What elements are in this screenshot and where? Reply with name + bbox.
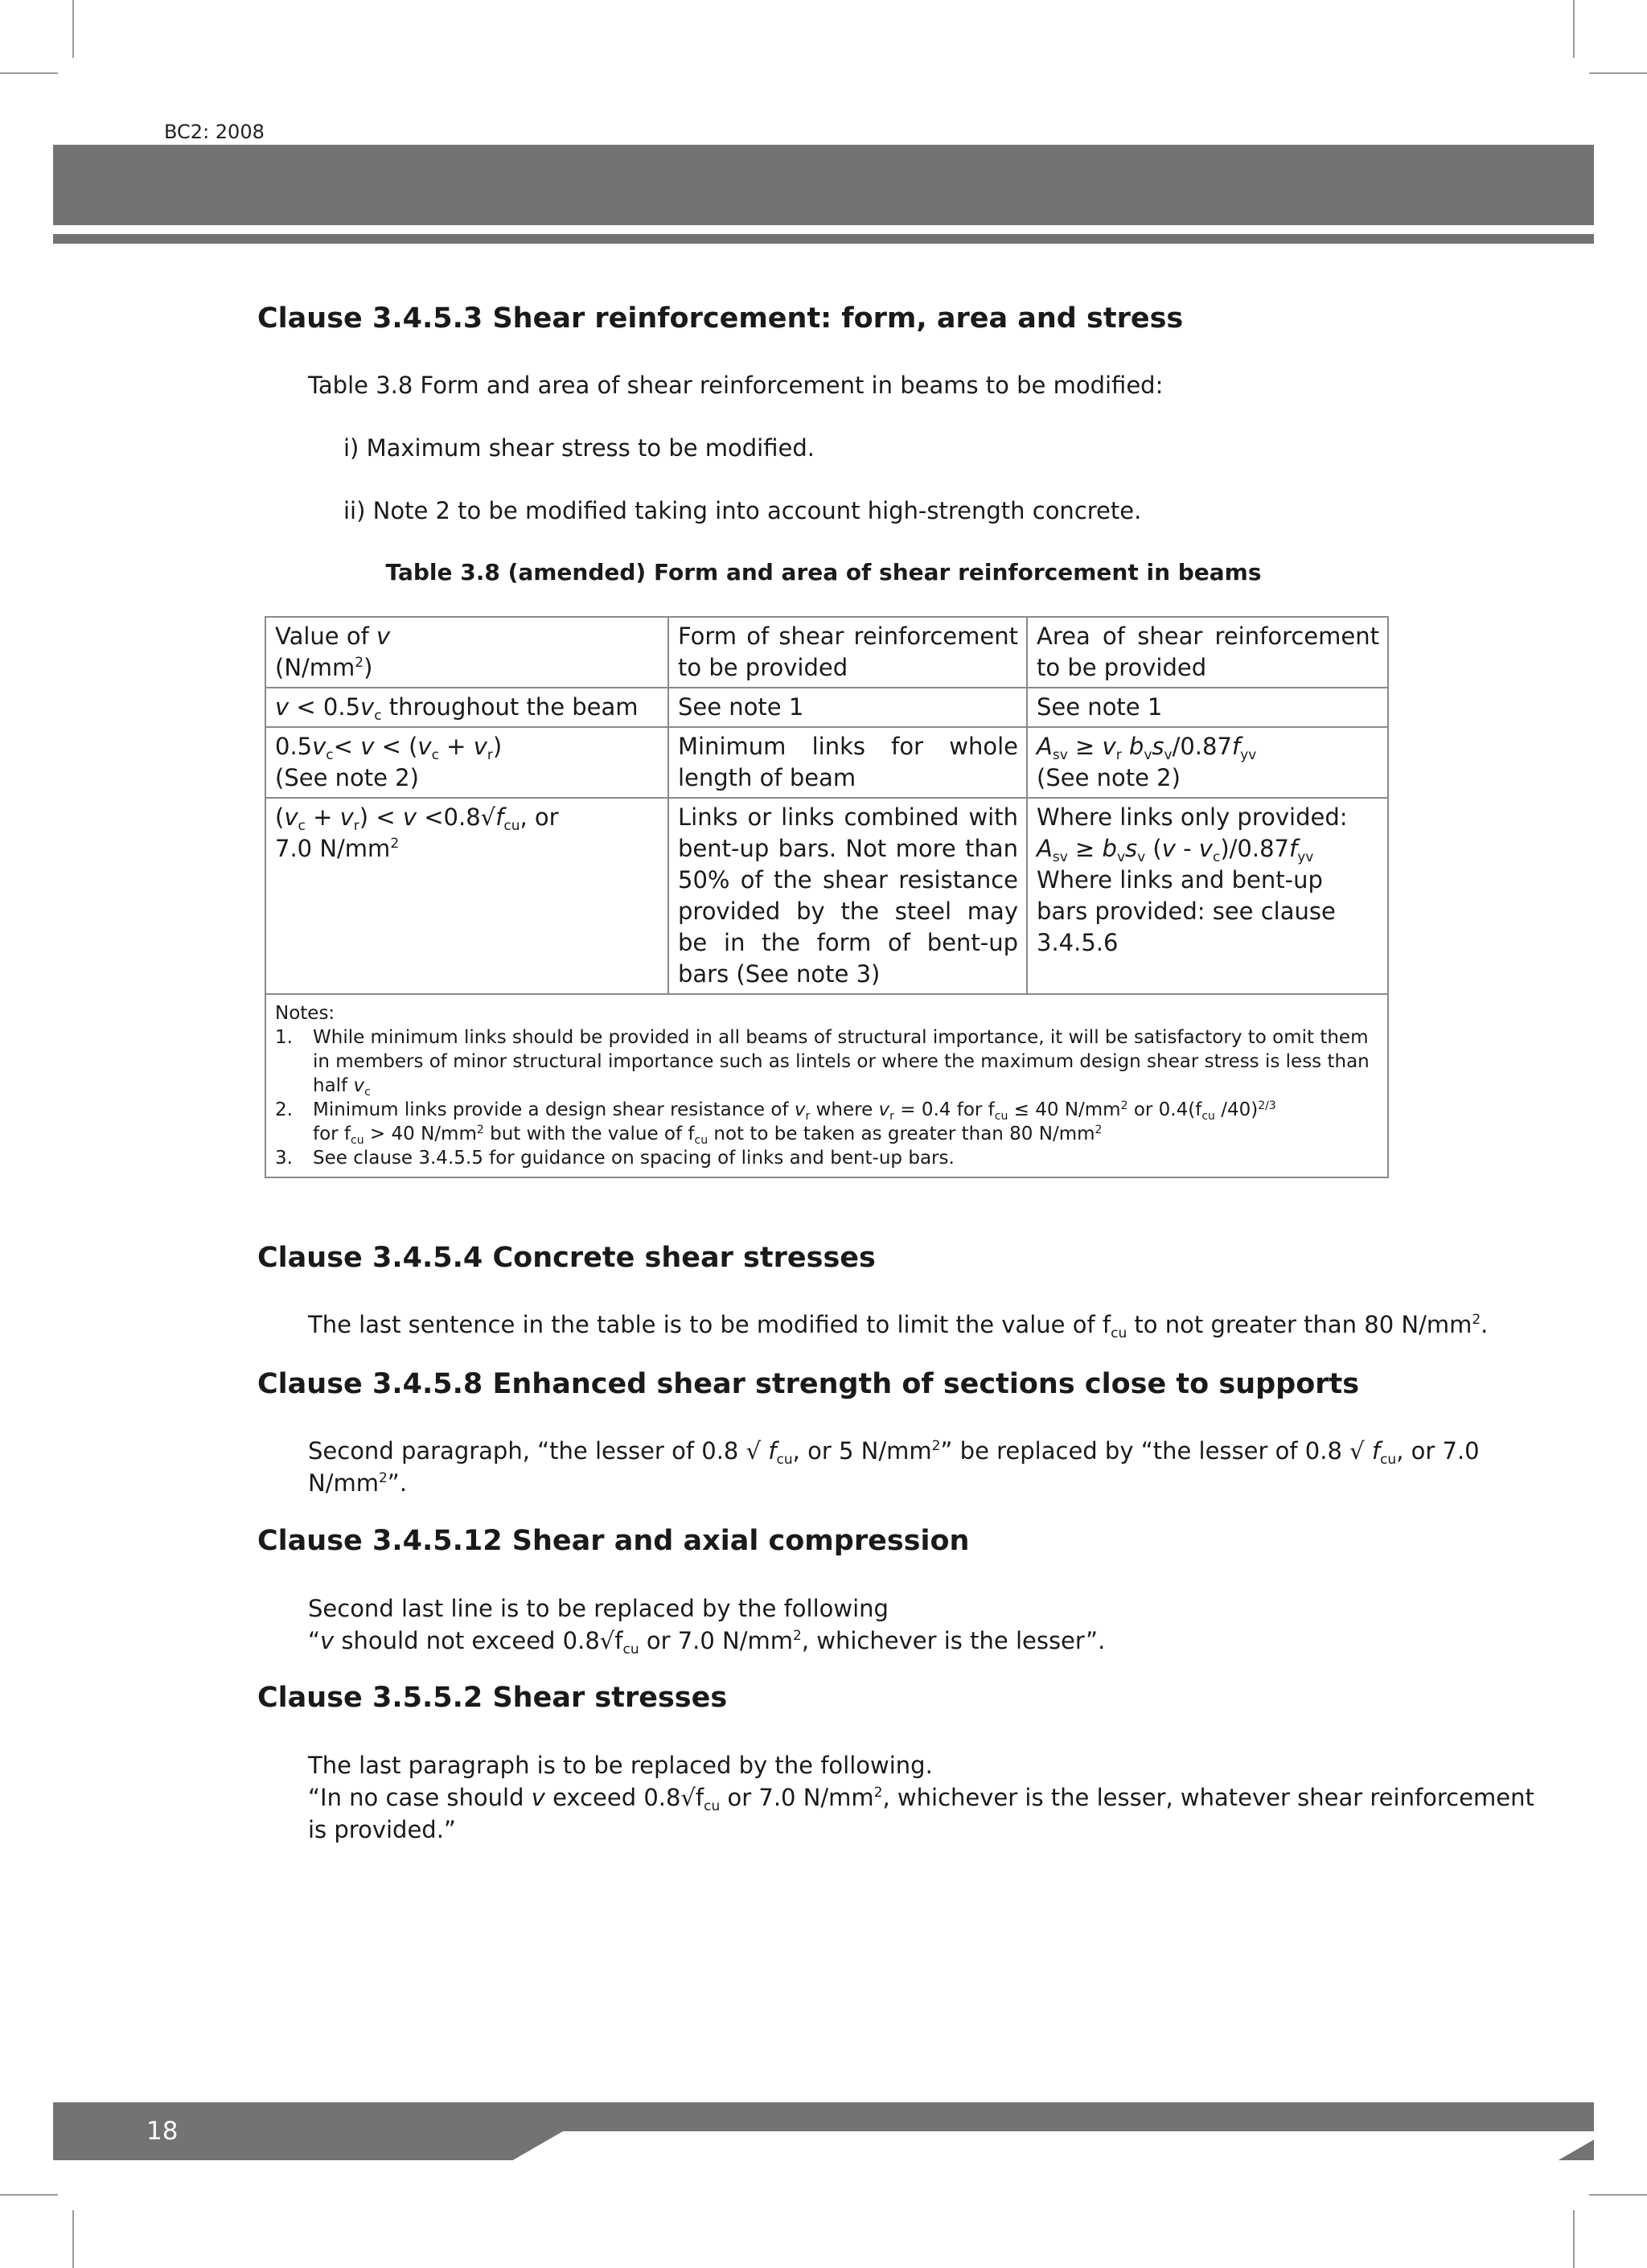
header-cell-area: Area of shear reinforcement to be provided (1027, 617, 1388, 688)
crop-mark (1589, 2194, 1647, 2196)
clause-3-4-5-3-heading: Clause 3.4.5.3 Shear reinforcement: form, area and stress (257, 302, 1184, 335)
crop-mark (1573, 0, 1575, 58)
table-cell: $(v_c + v_r) < v <0.8√f_{cu}$, or 7.0 $N/mm^2$ (265, 798, 668, 994)
table-cell: $A_{sv} \ge v_r$ $b_vs_v/0.87f_{yv}$ (See note 2) (1027, 727, 1388, 798)
table-cell: See note 1 (1027, 688, 1388, 727)
notes-title: Notes: (275, 1003, 335, 1024)
crop-mark (0, 2194, 58, 2196)
note-1: 1. While minimum links should be provided in all beams of structural importance, it will be satisfactory to omit them in members of minor structural importance such as lintels or where the maximum design shear stress is less than half $v_c$ (275, 1027, 1370, 1099)
header-rule (53, 234, 1594, 244)
clause-3-4-5-4-heading: Clause 3.4.5.4 Concrete shear stresses (257, 1242, 876, 1274)
table-cell: Minimum links for whole length of beam (668, 727, 1027, 798)
table-cell: $0.5v_c< v < (v_c + v_r)$ (See note 2) (265, 727, 668, 798)
clause-3-4-5-4-text: The last sentence in the table is to be modified to limit the value of $f_{cu}$ to not greater than 80 $N/mm^2$. (308, 1311, 1489, 1341)
page-number: 18 (146, 2117, 179, 2146)
table-row (265, 798, 1388, 994)
document-code: BC2: 2008 (164, 121, 265, 143)
header-cell-form: Form of shear reinforcement to be provided (668, 617, 1027, 688)
crop-mark (72, 2210, 74, 2268)
crop-mark (1573, 2210, 1575, 2268)
table-cell: Where links only provided: $A_{sv} \ge b_vs_v$ $(v - v_c)/0.87f_{yv}$ Where links and bent-up bars provided: see clause 3.4.5.6 (1027, 798, 1388, 994)
table-row (265, 688, 1388, 727)
table-row (265, 727, 1388, 798)
table-cell: See note 1 (668, 688, 1027, 727)
note-2: 2. Minimum links provide a design shear resistance of $v_r$ where $v_r = 0.4$ for $f_{cu} \le 40$ $N/mm^2$ or $0.4(f_{cu}$ /40)$^{2/3}$ for $f_{cu} > 40$ $N/mm^2$ but with the value of $f_{cu}$ not to be taken as greater than 80 $N/mm^2$ (275, 1099, 1276, 1147)
clause-3-4-5-8-text: Second paragraph, “the lesser of 0.8 √ $f_{cu}$, or 5 $N/mm^2$” be replaced by “the lesser of 0.8 √ $f_{cu}$, or 7.0 $N/mm^2$”. (308, 1437, 1480, 1497)
crop-mark (72, 0, 74, 58)
table-notes-row (265, 994, 1388, 1177)
header-band (53, 145, 1594, 225)
table-header-row (265, 617, 1388, 688)
table-notes (265, 994, 1388, 1177)
clause-3-4-5-3-intro: Table 3.8 Form and area of shear reinforcement in beams to be modified: (308, 372, 1164, 399)
note-3: 3. See clause 3.4.5.5 for guidance on spacing of links and bent-up bars. (275, 1148, 955, 1169)
clause-3-4-5-3-item-i: i) Maximum shear stress to be modified. (343, 434, 815, 462)
clause-3-4-5-12-text: Second last line is to be replaced by the following “v should not exceed $0.8√f_{cu}$ or 7.0 $N/mm^2$, whichever is the lesser”. (308, 1595, 1106, 1658)
table-cell: Links or links combined with bent-up bars. Not more than 50% of the shear resistance provided by the steel may be in the form of bent-up bars (See note 3) (668, 798, 1027, 994)
footer-notch (493, 2131, 1608, 2171)
header-cell-value: Value of v $(N/mm^2)$ (265, 617, 668, 688)
crop-mark (1589, 72, 1647, 74)
clause-3-5-5-2-text: The last paragraph is to be replaced by the following. “In no case should v exceed $0.8√f_{cu}$ or 7.0 $N/mm^2$, whichever is the lesser, whatever shear reinforcement is provided.” (308, 1752, 1534, 1843)
table-cell: $v < 0.5v_c$ throughout the beam (265, 688, 668, 727)
clause-3-4-5-12-heading: Clause 3.4.5.12 Shear and axial compression (257, 1525, 970, 1557)
table-caption: Table 3.8 (amended) Form and area of shear reinforcement in beams (385, 559, 1262, 585)
clause-3-4-5-8-heading: Clause 3.4.5.8 Enhanced shear strength of sections close to supports (257, 1368, 1360, 1400)
clause-3-4-5-3-item-ii: ii) Note 2 to be modified taking into account high-strength concrete. (343, 497, 1142, 524)
crop-mark (0, 72, 58, 74)
clause-3-5-5-2-heading: Clause 3.5.5.2 Shear stresses (257, 1682, 728, 1714)
shear-reinforcement-table (265, 616, 1389, 1178)
